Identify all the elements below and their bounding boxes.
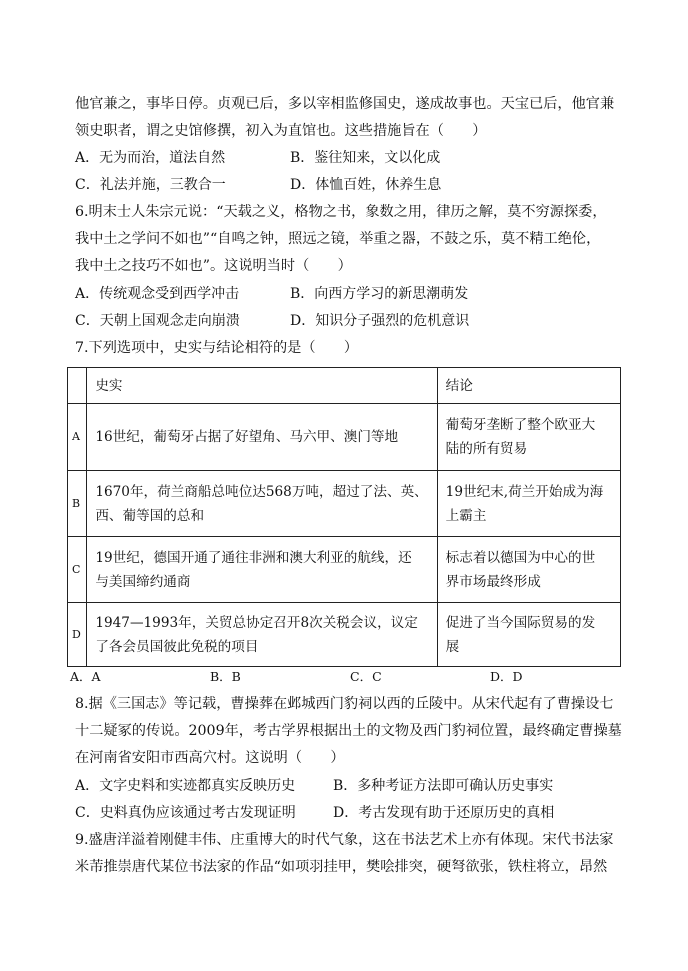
q7-option-d[interactable]: D．D xyxy=(490,669,523,684)
q7-row-conclusion xyxy=(437,471,620,537)
q7-row-label: D xyxy=(68,603,87,667)
q7-row-fact-line: 1947—1993年，关贸总协定召开8次关税会议，议定 xyxy=(95,614,418,631)
q7-row-conclusion-line: 标志着以德国为中心的世 xyxy=(445,549,596,566)
q8-option-d[interactable]: D．考古发现有助于还原历史的真相 xyxy=(333,805,555,821)
q7-row-fact xyxy=(87,404,437,471)
q7-row-conclusion-line: 促进了当今国际贸易的发 xyxy=(445,614,596,631)
q5-option-c[interactable]: C．礼法并施，三教合一 xyxy=(75,177,226,193)
q5-option-d[interactable]: D．体恤百姓，休养生息 xyxy=(290,177,442,193)
q8-text-line: 在河南省安阳市西高穴村。这说明（ ） xyxy=(75,750,345,766)
q5-text-line: 领史职者，谓之史馆修撰，初入为直馆也。这些措施旨在（ ） xyxy=(75,123,487,139)
q7-header-fact: 史实 xyxy=(87,368,437,404)
q5-option-a[interactable]: A．无为而治，道法自然 xyxy=(75,150,226,166)
q6-text-line: 我中土之技巧不如也”。这说明当时（ ） xyxy=(75,258,352,274)
q7-header-conclusion: 结论 xyxy=(437,368,620,404)
q7-option-c[interactable]: C．C xyxy=(350,669,382,684)
q7-row-label: A xyxy=(68,404,87,471)
q7-row-conclusion-line: 陆的所有贸易 xyxy=(445,441,528,457)
q7-row-conclusion-line: 上霸主 xyxy=(445,507,487,524)
q7-row-conclusion-line: 界市场最终形成 xyxy=(445,573,541,590)
q5-text-line: 他官兼之，事毕日停。贞观已后，多以宰相监修国史，遂成故事也。天宝已后，他官兼 xyxy=(75,96,615,112)
q7-table-row xyxy=(68,537,621,603)
q8-option-b[interactable]: B．多种考证方法即可确认历史事实 xyxy=(333,778,554,794)
q7-option-a[interactable]: A．A xyxy=(70,669,101,684)
q6-option-d[interactable]: D．知识分子强烈的危机意识 xyxy=(290,313,470,329)
q7-row-fact xyxy=(87,603,437,667)
q7-row-fact-line: 19世纪，德国开通了通往非洲和澳大利亚的航线，还 xyxy=(95,549,412,566)
q7-row-conclusion xyxy=(437,537,620,603)
q7-row-fact-line: 16世纪，葡萄牙占据了好望角、马六甲、澳门等地 xyxy=(95,429,399,445)
q7-table-row xyxy=(68,404,621,471)
q7-row-conclusion-line: 葡萄牙垄断了整个欧亚大 xyxy=(445,417,596,433)
q8-option-a[interactable]: A．文字史料和实迹都真实反映历史 xyxy=(75,778,296,794)
q7-row-fact-line: 1670年，荷兰商船总吨位达568万吨，超过了法、英、 xyxy=(95,483,428,500)
q6-text-line: 6.明末士人朱宗元说：“天载之义，格物之书，象数之用，律历之解，莫不穷源探委， xyxy=(75,204,607,220)
q5-option-b[interactable]: B．鉴往知来，文以化成 xyxy=(290,150,441,166)
q6-option-a[interactable]: A．传统观念受到西学冲击 xyxy=(75,286,240,302)
q7-row-conclusion-line: 展 xyxy=(445,638,460,655)
q9-text-line: 米芾推崇唐代某位书法家的作品“如项羽挂甲，樊哙排突，硬弩欲张，铁柱将立，昂然 xyxy=(75,859,608,875)
q7-table-row xyxy=(68,471,621,537)
q9-text-line: 9.盛唐洋溢着刚健丰伟、庄重博大的时代气象，这在书法艺术上亦有体现。宋代书法家 xyxy=(75,832,614,848)
q7-row-fact xyxy=(87,537,437,603)
q8-option-c[interactable]: C．史料真伪应该通过考古发现证明 xyxy=(75,805,296,821)
q7-table xyxy=(67,367,621,667)
q7-stem: 7.下列选项中，史实与结论相符的是（ ） xyxy=(75,340,359,356)
q7-row-fact-line: 与美国缔约通商 xyxy=(95,573,191,590)
q7-header-label-cell xyxy=(68,368,87,404)
q7-table-row xyxy=(68,603,621,667)
q6-option-b[interactable]: B．向西方学习的新思潮萌发 xyxy=(290,286,469,302)
q7-row-fact xyxy=(87,471,437,537)
q7-row-conclusion xyxy=(437,603,620,667)
q7-row-conclusion xyxy=(437,404,620,471)
q7-table-header-row xyxy=(68,368,621,404)
q6-option-c[interactable]: C．天朝上国观念走向崩溃 xyxy=(75,313,240,329)
q7-row-label: B xyxy=(68,471,87,537)
q7-row-label: C xyxy=(68,537,87,603)
q6-text-line: 我中土之学问不如也”“自鸣之钟，照远之镜，举重之器，不鼓之乐，莫不精工绝伦， xyxy=(75,231,601,247)
q7-row-fact-line: 了各会员国彼此免税的项目 xyxy=(95,638,259,655)
q7-option-b[interactable]: B．B xyxy=(210,669,241,684)
q7-row-fact-line: 西、葡等国的总和 xyxy=(95,507,205,524)
q8-text-line: 十二疑冢的传说。2009年，考古学界根据出土的文物及西门豹祠位置，最终确定曹操墓 xyxy=(75,723,622,739)
q8-text-line: 8.据《三国志》等记载，曹操葬在邺城西门豹祠以西的丘陵中。从宋代起有了曹操设七 xyxy=(75,696,614,712)
q7-row-conclusion-line: 19世纪末,荷兰开始成为海 xyxy=(445,483,604,500)
